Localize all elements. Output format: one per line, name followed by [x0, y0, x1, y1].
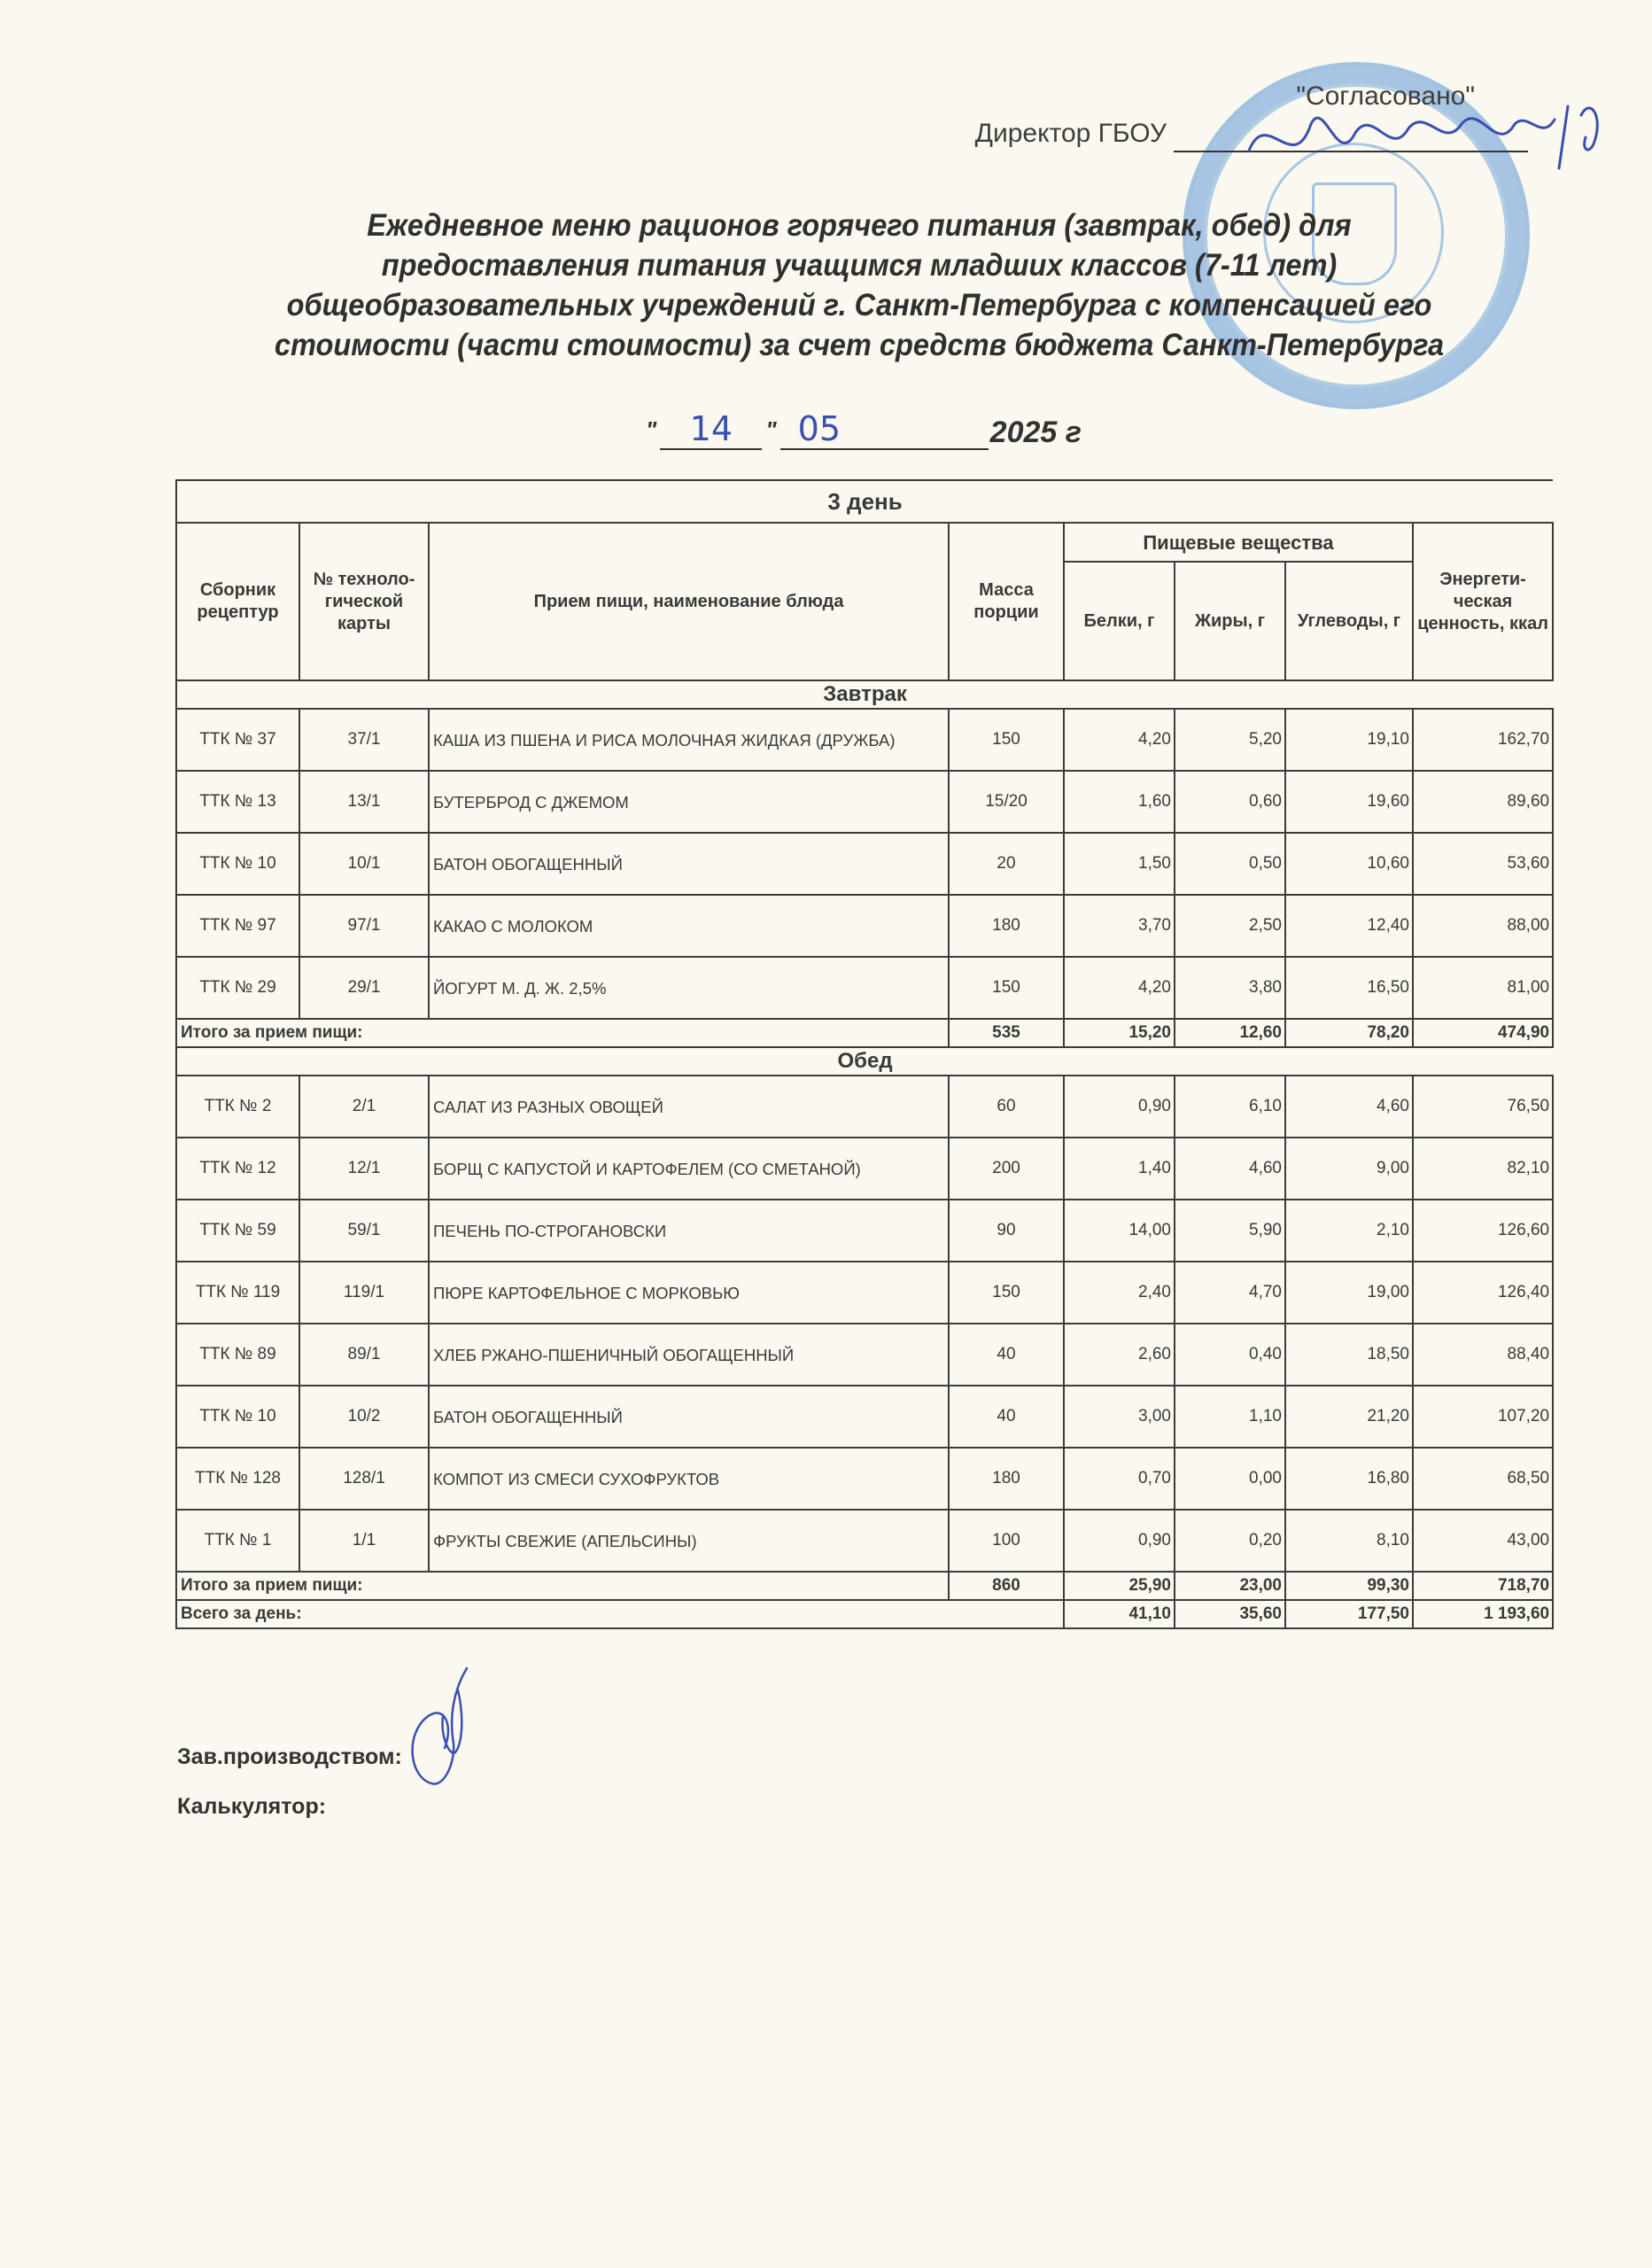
breakfast-items	[176, 709, 1553, 1019]
fat-value: 0,60	[1175, 771, 1285, 833]
energy-value: 126,40	[1413, 1262, 1553, 1324]
table-row	[176, 709, 1553, 771]
col-fat: Жиры, г	[1175, 562, 1285, 680]
recipe-collection: ТТК № 119	[176, 1262, 299, 1324]
day-total-protein: 41,10	[1064, 1600, 1175, 1628]
total-carbs: 99,30	[1285, 1572, 1413, 1600]
energy-value: 88,40	[1413, 1324, 1553, 1386]
energy-value: 89,60	[1413, 771, 1553, 833]
fat-value: 4,60	[1175, 1138, 1285, 1200]
protein-value: 1,60	[1064, 771, 1175, 833]
portion-mass: 180	[949, 1448, 1064, 1510]
carbs-value: 9,00	[1285, 1138, 1413, 1200]
portion-mass: 150	[949, 709, 1064, 771]
day-total-fat: 35,60	[1175, 1600, 1285, 1628]
energy-value: 68,50	[1413, 1448, 1553, 1510]
total-energy: 474,90	[1413, 1019, 1553, 1047]
carbs-value: 16,50	[1285, 957, 1413, 1019]
carbs-value: 19,10	[1285, 709, 1413, 771]
tech-card-number: 29/1	[299, 957, 429, 1019]
carbs-value: 4,60	[1285, 1076, 1413, 1138]
total-protein: 25,90	[1064, 1572, 1175, 1600]
table-row	[176, 1448, 1553, 1510]
tech-card-number: 1/1	[299, 1510, 429, 1572]
recipe-collection: ТТК № 37	[176, 709, 299, 771]
total-fat: 12,60	[1175, 1019, 1285, 1047]
dish-name: ХЛЕБ РЖАНО-ПШЕНИЧНЫЙ ОБОГАЩЕННЫЙ	[429, 1324, 949, 1386]
portion-mass: 150	[949, 1262, 1064, 1324]
energy-value: 53,60	[1413, 833, 1553, 895]
table-row	[176, 1138, 1553, 1200]
recipe-collection: ТТК № 12	[176, 1138, 299, 1200]
table-row	[176, 1076, 1553, 1138]
portion-mass: 20	[949, 833, 1064, 895]
menu-table	[175, 479, 1554, 1629]
recipe-collection: ТТК № 59	[176, 1200, 299, 1262]
table-row	[176, 1324, 1553, 1386]
fat-value: 2,50	[1175, 895, 1285, 957]
tech-card-number: 2/1	[299, 1076, 429, 1138]
lunch-section-row	[176, 1047, 1553, 1076]
production-head-signature-icon	[400, 1664, 498, 1797]
recipe-collection: ТТК № 2	[176, 1076, 299, 1138]
breakfast-section-row	[176, 680, 1553, 709]
energy-value: 126,60	[1413, 1200, 1553, 1262]
fat-value: 5,90	[1175, 1200, 1285, 1262]
total-energy: 718,70	[1413, 1572, 1553, 1600]
protein-value: 0,70	[1064, 1448, 1175, 1510]
recipe-collection: ТТК № 29	[176, 957, 299, 1019]
calculator-label: Калькулятор:	[177, 1794, 327, 1819]
fat-value: 4,70	[1175, 1262, 1285, 1324]
fat-value: 0,00	[1175, 1448, 1285, 1510]
portion-mass: 100	[949, 1510, 1064, 1572]
energy-value: 82,10	[1413, 1138, 1553, 1200]
protein-value: 3,00	[1064, 1386, 1175, 1448]
table-row	[176, 1262, 1553, 1324]
day-total-label: Всего за день:	[176, 1600, 1064, 1628]
protein-value: 3,70	[1064, 895, 1175, 957]
table-row	[176, 957, 1553, 1019]
dish-name: БАТОН ОБОГАЩЕННЫЙ	[429, 1386, 949, 1448]
protein-value: 1,50	[1064, 833, 1175, 895]
table-row	[176, 771, 1553, 833]
tech-card-number: 10/1	[299, 833, 429, 895]
protein-value: 14,00	[1064, 1200, 1175, 1262]
total-label: Итого за прием пищи:	[176, 1019, 949, 1047]
fat-value: 5,20	[1175, 709, 1285, 771]
approval-label: "Согласовано"	[1296, 82, 1475, 111]
energy-value: 162,70	[1413, 709, 1553, 771]
total-carbs: 78,20	[1285, 1019, 1413, 1047]
date-quote-close: "	[765, 416, 777, 443]
energy-value: 81,00	[1413, 957, 1553, 1019]
recipe-collection: ТТК № 10	[176, 833, 299, 895]
tech-card-number: 89/1	[299, 1324, 429, 1386]
portion-mass: 200	[949, 1138, 1064, 1200]
fat-value: 0,40	[1175, 1324, 1285, 1386]
protein-value: 0,90	[1064, 1510, 1175, 1572]
carbs-value: 10,60	[1285, 833, 1413, 895]
director-position: Директор ГБОУ	[974, 119, 1167, 148]
portion-mass: 60	[949, 1076, 1064, 1138]
total-label: Итого за прием пищи:	[176, 1572, 949, 1600]
date-year: 2025 г	[989, 416, 1082, 449]
recipe-collection: ТТК № 89	[176, 1324, 299, 1386]
fat-value: 0,50	[1175, 833, 1285, 895]
tech-card-number: 97/1	[299, 895, 429, 957]
energy-value: 43,00	[1413, 1510, 1553, 1572]
tech-card-number: 12/1	[299, 1138, 429, 1200]
col-energy: Энергети- ческая ценность, ккал	[1413, 523, 1553, 680]
carbs-value: 21,20	[1285, 1386, 1413, 1448]
date-month: 05	[780, 409, 989, 450]
recipe-collection: ТТК № 1	[176, 1510, 299, 1572]
tech-card-number: 128/1	[299, 1448, 429, 1510]
fat-value: 3,80	[1175, 957, 1285, 1019]
energy-value: 107,20	[1413, 1386, 1553, 1448]
total-protein: 15,20	[1064, 1019, 1175, 1047]
protein-value: 4,20	[1064, 709, 1175, 771]
day-total-carbs: 177,50	[1285, 1600, 1413, 1628]
dish-name: КАКАО С МОЛОКОМ	[429, 895, 949, 957]
recipe-collection: ТТК № 13	[176, 771, 299, 833]
day-header-row	[176, 480, 1553, 523]
protein-value: 1,40	[1064, 1138, 1175, 1200]
portion-mass: 40	[949, 1324, 1064, 1386]
tech-card-number: 10/2	[299, 1386, 429, 1448]
portion-mass: 40	[949, 1386, 1064, 1448]
lunch-label: Обед	[176, 1047, 1553, 1076]
dish-name: БУТЕРБРОД С ДЖЕМОМ	[429, 771, 949, 833]
carbs-value: 19,60	[1285, 771, 1413, 833]
col-protein: Белки, г	[1064, 562, 1175, 680]
energy-value: 88,00	[1413, 895, 1553, 957]
recipe-collection: ТТК № 128	[176, 1448, 299, 1510]
table-row	[176, 1386, 1553, 1448]
col-dish: Прием пищи, наименование блюда	[429, 523, 949, 680]
protein-value: 2,40	[1064, 1262, 1175, 1324]
carbs-value: 12,40	[1285, 895, 1413, 957]
dish-name: ПЮРЕ КАРТОФЕЛЬНОЕ С МОРКОВЬЮ	[429, 1262, 949, 1324]
protein-value: 0,90	[1064, 1076, 1175, 1138]
signatures-block	[177, 1732, 402, 1831]
recipe-collection: ТТК № 10	[176, 1386, 299, 1448]
carbs-value: 16,80	[1285, 1448, 1413, 1510]
production-head-label: Зав.производством:	[177, 1744, 402, 1769]
dish-name: ЙОГУРТ М. Д. Ж. 2,5%	[429, 957, 949, 1019]
lunch-items	[176, 1076, 1553, 1572]
portion-mass: 90	[949, 1200, 1064, 1262]
tech-card-number: 59/1	[299, 1200, 429, 1262]
director-signature-icon	[1240, 89, 1612, 213]
dish-name: БАТОН ОБОГАЩЕННЫЙ	[429, 833, 949, 895]
breakfast-total-row	[176, 1019, 1553, 1047]
col-collection: Сборник рецептур	[176, 523, 299, 680]
fat-value: 1,10	[1175, 1386, 1285, 1448]
fat-value: 6,10	[1175, 1076, 1285, 1138]
tech-card-number: 119/1	[299, 1262, 429, 1324]
recipe-collection: ТТК № 97	[176, 895, 299, 957]
col-carbs: Углеводы, г	[1285, 562, 1413, 680]
document-title: Ежедневное меню рационов горячего питания (завтрак, обед) для предоставления питания учащимся младших классов (7-11 лет) общеобразовательных учреждений г. Санкт-Петербурга с компенсацией его стоимости (части стоимости) за счет средств бюджета Санкт-Петербурга	[274, 208, 1445, 362]
table-row	[176, 1510, 1553, 1572]
tech-card-number: 37/1	[299, 709, 429, 771]
fat-value: 0,20	[1175, 1510, 1285, 1572]
protein-value: 2,60	[1064, 1324, 1175, 1386]
day-label: 3 день	[176, 480, 1553, 523]
breakfast-label: Завтрак	[176, 680, 1553, 709]
dish-name: КОМПОТ ИЗ СМЕСИ СУХОФРУКТОВ	[429, 1448, 949, 1510]
portion-mass: 150	[949, 957, 1064, 1019]
col-nutrients: Пищевые вещества	[1064, 523, 1413, 562]
table-row	[176, 1200, 1553, 1262]
table-row	[176, 895, 1553, 957]
energy-value: 76,50	[1413, 1076, 1553, 1138]
dish-name: САЛАТ ИЗ РАЗНЫХ ОВОЩЕЙ	[429, 1076, 949, 1138]
date-quote-open: "	[646, 416, 657, 443]
portion-mass: 15/20	[949, 771, 1064, 833]
dish-name: КАША ИЗ ПШЕНА И РИСА МОЛОЧНАЯ ЖИДКАЯ (ДРУЖБА)	[429, 709, 949, 771]
column-header-row	[176, 523, 1553, 562]
document-date	[642, 409, 1082, 450]
day-total-row	[176, 1600, 1553, 1628]
dish-name: ФРУКТЫ СВЕЖИЕ (АПЕЛЬСИНЫ)	[429, 1510, 949, 1572]
protein-value: 4,20	[1064, 957, 1175, 1019]
dish-name: БОРЩ С КАПУСТОЙ И КАРТОФЕЛЕМ (СО СМЕТАНОЙ)	[429, 1138, 949, 1200]
table-row	[176, 833, 1553, 895]
carbs-value: 18,50	[1285, 1324, 1413, 1386]
col-mass: Масса порции	[949, 523, 1064, 680]
carbs-value: 8,10	[1285, 1510, 1413, 1572]
dish-name: ПЕЧЕНЬ ПО-СТРОГАНОВСКИ	[429, 1200, 949, 1262]
date-day: 14	[660, 409, 762, 450]
total-mass: 860	[949, 1572, 1064, 1600]
tech-card-number: 13/1	[299, 771, 429, 833]
lunch-total-row	[176, 1572, 1553, 1600]
day-total-energy: 1 193,60	[1413, 1600, 1553, 1628]
total-mass: 535	[949, 1019, 1064, 1047]
carbs-value: 19,00	[1285, 1262, 1413, 1324]
portion-mass: 180	[949, 895, 1064, 957]
carbs-value: 2,10	[1285, 1200, 1413, 1262]
col-tech-card: № техноло- гической карты	[299, 523, 429, 680]
total-fat: 23,00	[1175, 1572, 1285, 1600]
